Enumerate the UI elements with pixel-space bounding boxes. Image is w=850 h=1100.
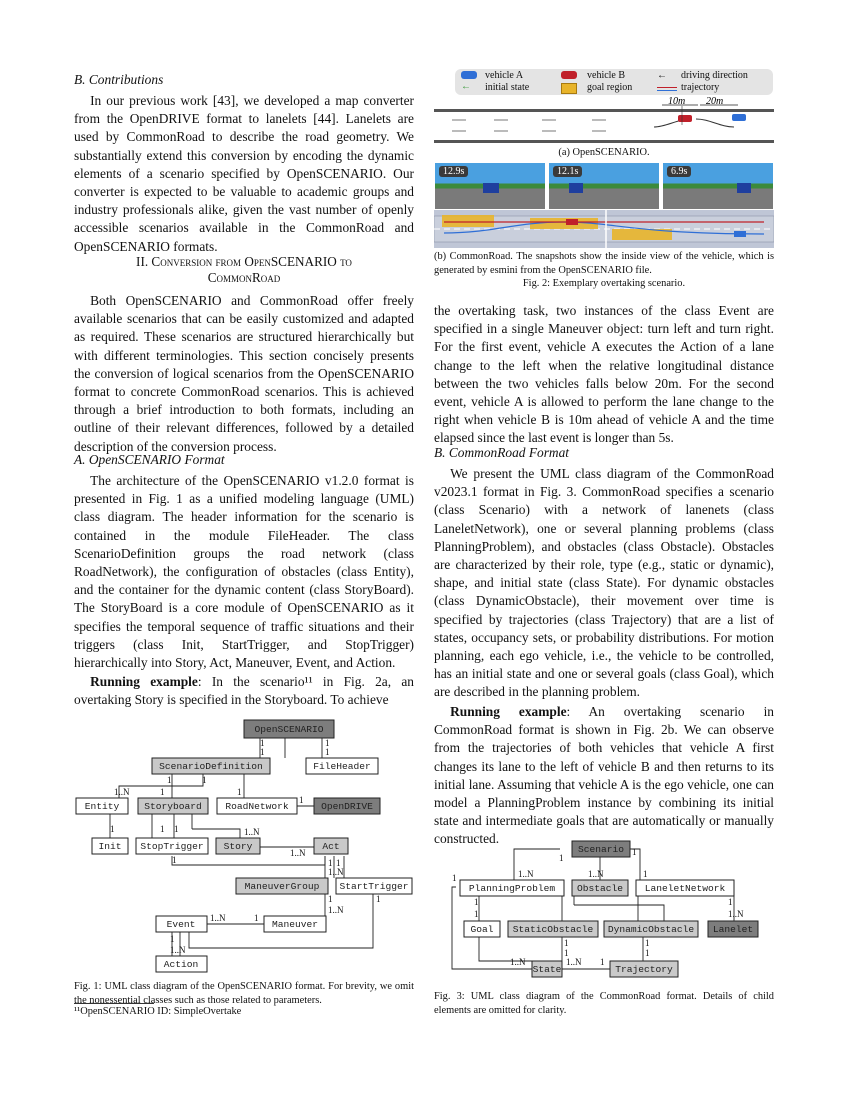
mult-1: 1 (202, 775, 207, 785)
legend-vehicle-a: vehicle A (485, 70, 524, 81)
mult-1: 1 (559, 853, 564, 863)
mult-1: 1 (328, 894, 333, 904)
fig2a-road-diagram (434, 95, 774, 147)
uml-lanelet-label: Lanelet (712, 924, 754, 935)
overtaking-paragraph: the overtaking task, two instances of the class Event are specified in a single Maneuver object: turn left and turn right. For the first event, vehicle A executes the Action of a lane change to the left when the relative longitudinal distance between the two vehicles falls below 20m. For the second event, vehicle A is allowed to perform the lane change to the right when vehicle B is 10m ahead of vehicle A and the time elapsed since the last event is longer than 5s. (434, 303, 774, 446)
contributions-paragraph: In our previous work [43], we developed a map converter from the OpenDRIVE format to lanelets [44]. Lanelets are used by CommonRoad to describe the road geometry. We substantially extend this conversion by encoding the dynamic elements of a scenario specified by OpenSCENARIO. Our converter is expected to be valuable to academic groups and industry professionals alike, given the vast number of openly accessible scenarios available in the CommonRoad and OpenSCENARIO formats. (74, 93, 414, 254)
snapshot-vehicle-icon (737, 183, 751, 193)
mult-1: 1 (564, 938, 569, 948)
goal-region-icon (561, 83, 577, 94)
legend-initial-state: initial state (485, 82, 530, 93)
uml-action-label: Action (163, 959, 199, 970)
contributions-heading: B. Contributions (74, 72, 164, 87)
fig1-caption: Fig. 1: UML class diagram of the OpenSCENARIO format. For brevity, we omit the nonessential classes such as those related to parameters. (74, 981, 414, 1006)
fig3-class-boxes (460, 841, 758, 977)
uml-roadnetwork-label: RoadNetwork (225, 801, 289, 812)
mult-1: 1 (110, 824, 115, 834)
mult-1: 1 (167, 775, 172, 785)
uml-scenariodefinition-label: ScenarioDefinition (159, 761, 263, 772)
mult-1: 1 (260, 738, 265, 748)
legend-vehicle-b: vehicle B (587, 70, 626, 81)
mult-1: 1 (160, 787, 165, 797)
vehicle-a-marker (732, 114, 746, 121)
initial-state-arrow-icon: ← (461, 81, 471, 92)
mult-1: 1 (645, 948, 650, 958)
vehicle-b-marker (678, 115, 692, 122)
snapshot-vehicle-icon (569, 183, 583, 193)
fig1-uml-diagram (74, 716, 414, 978)
section-2-heading-line1: II. Conversion from OpenSCENARIO to (136, 254, 352, 269)
mult-1: 1 (160, 824, 165, 834)
uml-init-label: Init (98, 841, 122, 852)
mult-1n: 1..N (510, 957, 526, 967)
running-example-osc (74, 673, 414, 709)
mult-1n: 1..N (290, 848, 306, 858)
uml-entity-label: Entity (84, 801, 120, 812)
mult-1: 1 (728, 897, 733, 907)
snapshot-2 (549, 163, 659, 209)
mult-1n: 1..N (210, 913, 226, 923)
mult-1: 1 (170, 934, 175, 944)
mult-1n: 1..N (114, 787, 130, 797)
mult-1n: 1..N (566, 957, 582, 967)
mult-1: 1 (474, 897, 479, 907)
section-2-heading (74, 254, 414, 286)
running-example-text: : In the scenario¹¹ in Fig. 2a, an overtaking Story is specified in the Storyboard. To achieve (74, 674, 414, 708)
mult-1n: 1..N (588, 869, 604, 879)
fig2a-legend (455, 69, 773, 95)
uml-dynamicobstacle-label: DynamicObstacle (607, 924, 695, 935)
uml-fileheader-label: FileHeader (313, 761, 371, 772)
mult-1: 1 (174, 824, 179, 834)
mult-1: 1 (336, 858, 341, 868)
vehicle-b-icon (561, 71, 577, 79)
uml-story-label: Story (223, 841, 253, 852)
footnote-11: ¹¹OpenSCENARIO ID: SimpleOvertake (74, 1006, 242, 1017)
fig3-connectors (452, 849, 734, 969)
uml-maneuver-label: Maneuver (271, 919, 319, 930)
mult-1: 1 (237, 787, 242, 797)
distance-10m-label: 10m (668, 96, 686, 107)
mult-1: 1 (645, 938, 650, 948)
osc-format-heading: A. OpenSCENARIO Format (74, 452, 225, 467)
mult-1: 1 (376, 894, 381, 904)
distance-20m-label: 20m (706, 96, 724, 107)
running-example-text: : An overtaking scenario in CommonRoad format is shown in Fig. 2b. We can observe from the trajectories of both vehicles that vehicle A first changes its lane to the left of vehicle B and then returns to its initial lane. Assuming that vehicle A is the ego vehicle, one can model a PlanningProblem instance by combining its initial state and intermediate goals that are automatically or manually constructed. (434, 704, 774, 847)
uml-openscenario-label: OpenSCENARIO (254, 724, 324, 735)
legend-trajectory: trajectory (681, 82, 720, 93)
footnote-rule (74, 1003, 154, 1004)
snapshot-time-2: 12.1s (553, 166, 582, 177)
uml-event-label: Event (166, 919, 196, 930)
mult-1: 1 (564, 948, 569, 958)
mult-1: 1 (260, 747, 265, 757)
mult-1n: 1..N (328, 905, 344, 915)
running-example-cr (434, 703, 774, 849)
uml-laneletnetwork-label: LaneletNetwork (644, 883, 726, 894)
legend-goal-region: goal region (587, 82, 633, 93)
uml-trajectory-label: Trajectory (615, 964, 673, 975)
uml-stoptrigger-label: StopTrigger (140, 841, 204, 852)
mult-1n: 1..N (244, 827, 260, 837)
uml-planningproblem-label: PlanningProblem (468, 883, 556, 894)
uml-storyboard-label: Storyboard (144, 801, 202, 812)
cr-format-heading: B. CommonRoad Format (434, 445, 570, 460)
running-example-label: Running example (450, 704, 567, 719)
cr-format-paragraph: We present the UML class diagram of the CommonRoad v2023.1 format in Fig. 3. CommonRoad specifies a scenario (class Scenario) with a network of lanenets (class LaneletNetwork), one or several planning problems (class PlanningProblem), and obstacles (class Obstacle). Obstacles are characterized by their role, type (e.g., static or dynamic), shape, and initial state (class State). For dynamic obstacles (class DynamicObstacle), their movement over time is specified by trajectories (class Trajectory) that are a list of states, occupancy sets, or probability distributions. For motion planning, each ego vehicle, i.e., the vehicle to be controlled, has an initial state and one or several goals (class Goal), which are described in the planning problem. (434, 466, 774, 700)
mult-1: 1 (600, 957, 605, 967)
mult-1: 1 (643, 869, 648, 879)
mult-1: 1 (452, 873, 457, 883)
snapshot-1 (435, 163, 545, 209)
trajectory-line-icon-2 (657, 90, 677, 91)
mult-1: 1 (325, 738, 330, 748)
fig3-multiplicities (452, 847, 744, 967)
mult-1: 1 (299, 795, 304, 805)
trajectory-line-icon (657, 87, 677, 88)
uml-staticobstacle-label: StaticObstacle (512, 924, 594, 935)
uml-goal-label: Goal (470, 924, 494, 935)
mult-1: 1 (254, 913, 259, 923)
fig1-class-boxes (76, 720, 412, 972)
snapshot-3 (663, 163, 773, 209)
mult-1: 1 (328, 858, 333, 868)
mult-1n: 1..N (728, 909, 744, 919)
uml-scenario-label: Scenario (577, 844, 625, 855)
driving-direction-arrow-icon: ← (657, 70, 667, 81)
mult-1n: 1..N (170, 945, 186, 955)
mult-1n: 1..N (328, 867, 344, 877)
legend-driving-direction: driving direction (681, 70, 748, 81)
fig2a-caption: (a) OpenSCENARIO. (558, 147, 650, 158)
fig3-caption: Fig. 3: UML class diagram of the CommonRoad format. Details of child elements are omitted for clarity. (434, 991, 774, 1016)
fig3-uml-diagram (434, 837, 774, 985)
running-example-label: Running example (90, 674, 198, 689)
uml-act-label: Act (322, 841, 340, 852)
section-2-heading-line2: CommonRoad (207, 270, 281, 285)
mult-1: 1 (632, 847, 637, 857)
snapshot-time-3: 6.9s (667, 166, 691, 177)
vehicle-a-icon (461, 71, 477, 79)
uml-state-label: State (532, 964, 562, 975)
fig2b-caption: (b) CommonRoad. The snapshots show the inside view of the vehicle, which is generated by esmini from the OpenSCENARIO file. (434, 251, 774, 276)
fig2b-road-strip (434, 210, 774, 248)
mult-1n: 1..N (518, 869, 534, 879)
mult-1: 1 (474, 909, 479, 919)
section-2-paragraph: Both OpenSCENARIO and CommonRoad offer freely available scenarios that can be easily customized and adapted as required. These scenarios are structured hierarchically but with different terminologies. This section concisely presents the conversion of logical scenarios from the OpenSCENARIO format to concrete CommonRoad scenarios. This is achieved through a brief introduction to both formats, including an outline of their relevant differences, followed by a detailed description of the conversion process. (74, 293, 414, 454)
uml-starttrigger-label: StartTrigger (339, 881, 409, 892)
uml-obstacle-label: Obstacle (576, 883, 624, 894)
uml-maneuvergroup-label: ManeuverGroup (244, 881, 320, 892)
snapshot-vehicle-icon (483, 183, 499, 193)
osc-format-paragraph: The architecture of the OpenSCENARIO v1.2.0 format is presented in Fig. 1 as a unified modeling language (UML) class diagram. The header information for the scenario is contained in the module FileHeader. The class ScenarioDefinition groups the road network (class RoadNetwork), the configuration of obstacles (class Entity), and the container for the dynamic content (class StoryBoard). The StoryBoard is a core module of OpenSCENARIO as it specifies the temporal sequence of traffic situations and their triggers (class Init, StartTrigger, and StopTrigger) hierarchically into Story, Act, Maneuver, Event, and Action. (74, 473, 414, 671)
mult-1: 1 (325, 747, 330, 757)
snapshot-time-1: 12.9s (439, 166, 468, 177)
uml-opendrive-label: OpenDRIVE (321, 801, 373, 812)
fig2-caption: Fig. 2: Exemplary overtaking scenario. (522, 278, 686, 289)
mult-1: 1 (172, 855, 177, 865)
